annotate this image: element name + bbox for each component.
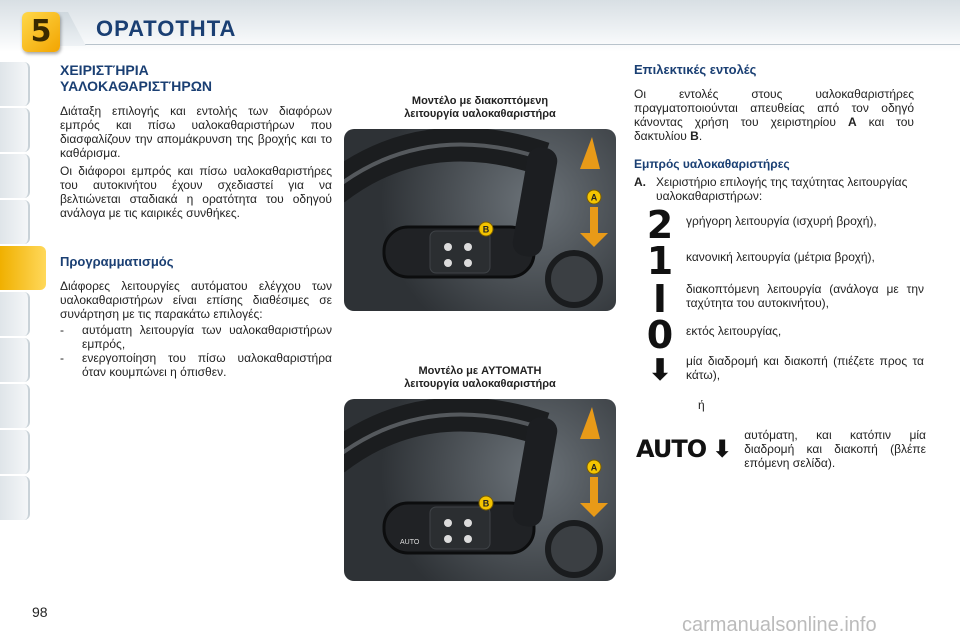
label-b: B	[482, 224, 490, 235]
label-b: B	[482, 498, 490, 509]
chapter-title: ΟΡΑΤΟΤΗΤΑ	[96, 16, 237, 41]
arrow-down-icon: ⬇	[647, 353, 673, 388]
side-tab[interactable]	[0, 108, 30, 152]
right-column	[634, 62, 914, 203]
caption-line-2: λειτουργία υαλοκαθαριστήρα	[404, 108, 556, 120]
dash-bullet: -	[60, 351, 64, 365]
side-tab[interactable]	[0, 338, 30, 382]
caption-line-1: Μοντέλο με διακοπτόμενη	[411, 95, 549, 107]
auto-text: αυτόματη, και κατόπιν μία διαδρομή και διακοπή (βλέπε επόμενη σελίδα).	[744, 428, 926, 470]
dash-bullet: -	[60, 323, 64, 337]
speed-1-symbol: 1	[646, 239, 674, 283]
commands-paragraph	[634, 87, 914, 143]
side-tab[interactable]	[0, 476, 30, 520]
mode-row-single-wipe	[634, 352, 924, 390]
ref-a: A	[847, 115, 857, 129]
side-tab[interactable]	[0, 200, 30, 244]
off-symbol: 0	[646, 313, 674, 357]
wiper-stalk-illustration	[344, 129, 616, 311]
wiper-stalk-illustration	[344, 399, 616, 581]
side-tab[interactable]	[0, 62, 30, 106]
label-a: A	[590, 192, 598, 203]
single-wipe-text: μία διαδρομή και διακοπή (πιέζετε προς τα κάτω),	[686, 354, 924, 382]
intro-paragraph: Διάταξη επιλογής και εντολής των διαφόρων εμπρός και πίσω υαλοκαθαριστήρων που διασφαλίζουν την απομάκρυνση της βροχής και το καθάρισμα.	[60, 104, 332, 160]
programming-list	[60, 323, 332, 379]
side-tab[interactable]	[0, 384, 30, 428]
photo-caption-automatic	[344, 365, 616, 391]
mode-row-2	[634, 203, 924, 247]
item-a-label: A.	[634, 175, 646, 189]
watermark: carmanualsonline.info	[682, 614, 877, 636]
off-text: εκτός λειτουργίας,	[686, 324, 782, 338]
section-heading	[60, 62, 332, 94]
design-paragraph: Οι διάφοροι εμπρός και πίσω υαλοκαθαριστήρες του αυτοκινήτου έχουν σχεδιαστεί για να βελτιώνεται σταδιακά η ορατότητα του οδηγού ανάλογα με τις καιρικές συνθήκες.	[60, 164, 332, 220]
text-part: και του δακτυλίου	[634, 115, 914, 143]
text-part: Οι εντολές στους υαλοκαθαριστήρες πραγματοποιούνται απευθείας από τον οδηγό κάνοντας χρήση του χειριστηρίου	[634, 87, 914, 129]
mode-row-auto	[636, 428, 926, 470]
mode-row-off	[634, 313, 924, 357]
side-tab[interactable]	[0, 430, 30, 474]
heading-line-1: ΧΕΙΡΙΣΤΉΡΙΑ	[60, 62, 149, 78]
programming-paragraph: Διάφορες λειτουργίες αυτόματου ελέγχου των υαλοκαθαριστήρων είναι επίσης διαθέσιμες σε συνάρτηση με τις παρακάτω επιλογές:	[60, 279, 332, 321]
item-a-text: Χειριστήριο επιλογής της ταχύτητας λειτουργίας υαλοκαθαριστήρων:	[656, 175, 908, 203]
text-part: .	[698, 129, 703, 143]
left-column	[60, 62, 332, 379]
item-a	[634, 175, 914, 203]
label-a: A	[590, 462, 598, 473]
heading-line-2: ΥΑΛΟΚΑΘΑΡΙΣΤΉΡΩΝ	[60, 78, 213, 94]
side-tab[interactable]	[0, 292, 30, 336]
auto-marking: AUTO	[400, 539, 420, 546]
intermittent-text: διακοπτόμενη λειτουργία (ανάλογα με την ταχύτητα του αυτοκινήτου),	[686, 282, 924, 310]
list-item-text: αυτόματη λειτουργία των υαλοκαθαριστήρων εμπρός,	[82, 323, 332, 351]
side-tab-active[interactable]	[0, 246, 46, 290]
speed-2-text: γρήγορη λειτουργία (ισχυρή βροχή),	[686, 214, 877, 228]
caption-line-1: Μοντέλο με AYTOMATH	[418, 365, 542, 377]
chapter-number-badge: 5	[22, 12, 60, 52]
speed-2-symbol: 2	[646, 203, 674, 247]
speed-1-text: κανονική λειτουργία (μέτρια βροχή),	[686, 250, 875, 264]
arrow-down-icon: ⬇	[712, 435, 733, 463]
photo-stalk-intermittent	[344, 129, 616, 311]
front-wipers-heading: Εμπρός υαλοκαθαριστήρες	[634, 157, 790, 171]
list-item	[60, 351, 332, 379]
photo-stalk-automatic	[344, 399, 616, 581]
header-rule	[70, 44, 960, 45]
selective-commands-heading: Επιλεκτικές εντολές	[634, 62, 757, 77]
caption-line-2: λειτουργία υαλοκαθαριστήρα	[404, 378, 556, 390]
list-item-text: ενεργοποίηση του πίσω υαλοκαθαριστήρα όταν κουμπώνει η όπισθεν.	[82, 351, 332, 379]
photo-caption-intermittent	[344, 95, 616, 121]
chapter-side-tabs	[0, 62, 34, 522]
ref-b: B	[690, 129, 699, 143]
mode-row-1	[634, 239, 924, 283]
page-number: 98	[32, 604, 48, 620]
or-text: ή	[698, 398, 705, 412]
side-tab[interactable]	[0, 154, 30, 198]
intermittent-symbol: I	[652, 277, 668, 321]
middle-column	[344, 95, 616, 581]
list-item	[60, 323, 332, 351]
auto-symbol: AUTO	[636, 435, 707, 463]
programming-heading: Προγραμματισμός	[60, 254, 174, 269]
mode-row-intermittent	[634, 277, 924, 321]
